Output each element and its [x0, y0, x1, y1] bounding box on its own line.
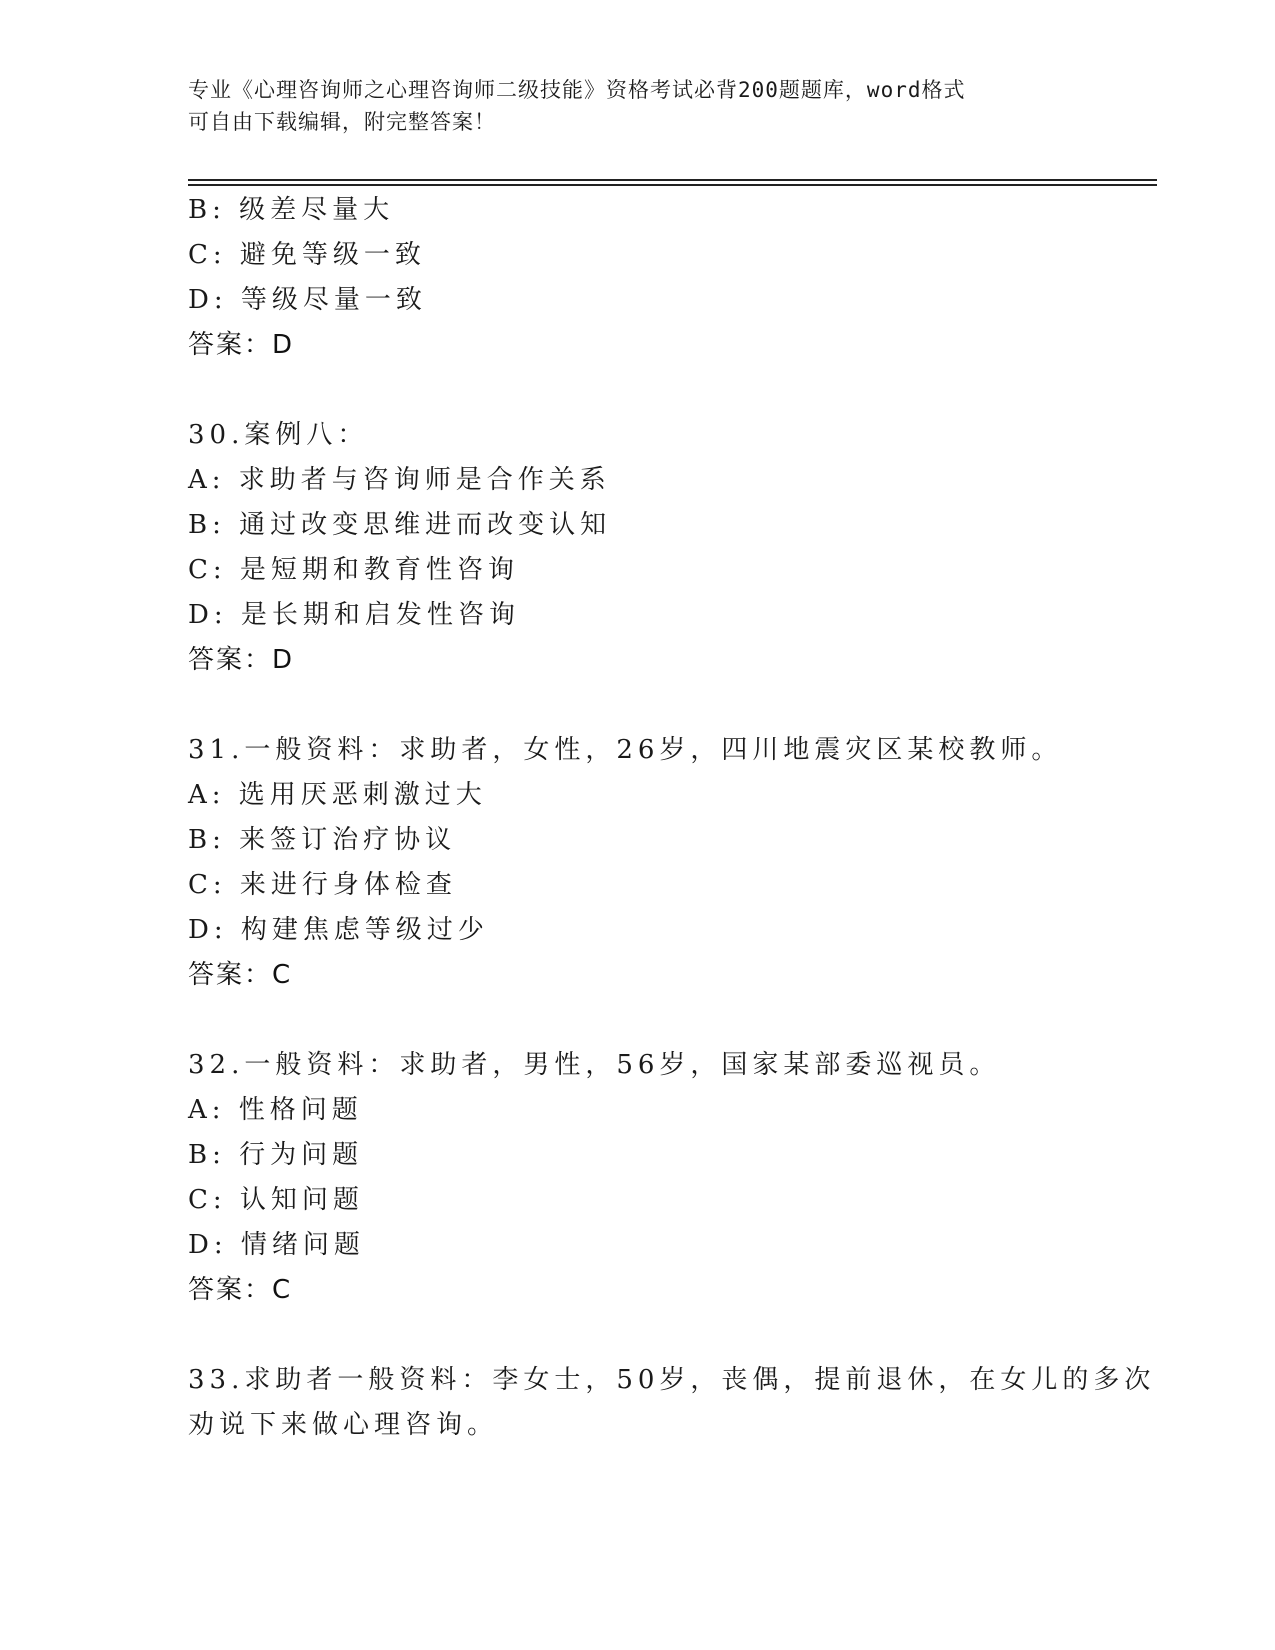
q30-answer: 答案：D [188, 645, 295, 675]
q33-question-line-1: 33.求助者一般资料：李女士，50岁，丧偶，提前退休，在女儿的多次 [188, 1365, 1156, 1395]
header-line-2: 可自由下载编辑，附完整答案！ [188, 110, 496, 134]
document-header [188, 74, 1088, 138]
q31-option-a: A: 选用厌恶刺激过大 [188, 780, 487, 810]
header-divider-bottom [188, 184, 1157, 186]
q29-option-c: C: 避免等级一致 [188, 240, 426, 270]
q32-option-c: C: 认知问题 [188, 1185, 364, 1215]
q32-answer: 答案：C [188, 1275, 293, 1305]
q32-option-b: B: 行为问题 [188, 1140, 364, 1170]
header-divider-top [188, 179, 1157, 181]
q29-option-b: B: 级差尽量大 [188, 195, 395, 225]
q31-option-c: C: 来进行身体检查 [188, 870, 457, 900]
q29-answer: 答案：D [188, 330, 295, 360]
q31-option-b: B: 来签订治疗协议 [188, 825, 457, 855]
header-line-1: 专业《心理咨询师之心理咨询师二级技能》资格考试必背200题题库，word格式 [188, 78, 966, 102]
q30-option-c: C: 是短期和教育性咨询 [188, 555, 519, 585]
q32-question: 32.一般资料：求助者，男性，56岁，国家某部委巡视员。 [188, 1050, 1001, 1080]
q32-option-a: A: 性格问题 [188, 1095, 363, 1125]
q29-option-d: D: 等级尽量一致 [188, 285, 427, 315]
q30-option-a: A: 求助者与咨询师是合作关系 [188, 465, 611, 495]
q30-option-b: B: 通过改变思维进而改变认知 [188, 510, 612, 540]
q31-question: 31.一般资料：求助者，女性，26岁，四川地震灾区某校教师。 [188, 735, 1063, 765]
q31-answer: 答案：C [188, 960, 293, 990]
q30-question: 30.案例八： [188, 420, 369, 450]
q32-option-d: D: 情绪问题 [188, 1230, 365, 1260]
q31-option-d: D: 构建焦虑等级过少 [188, 915, 489, 945]
q33-question-line-2: 劝说下来做心理咨询。 [188, 1410, 499, 1440]
q30-option-d: D: 是长期和启发性咨询 [188, 600, 520, 630]
